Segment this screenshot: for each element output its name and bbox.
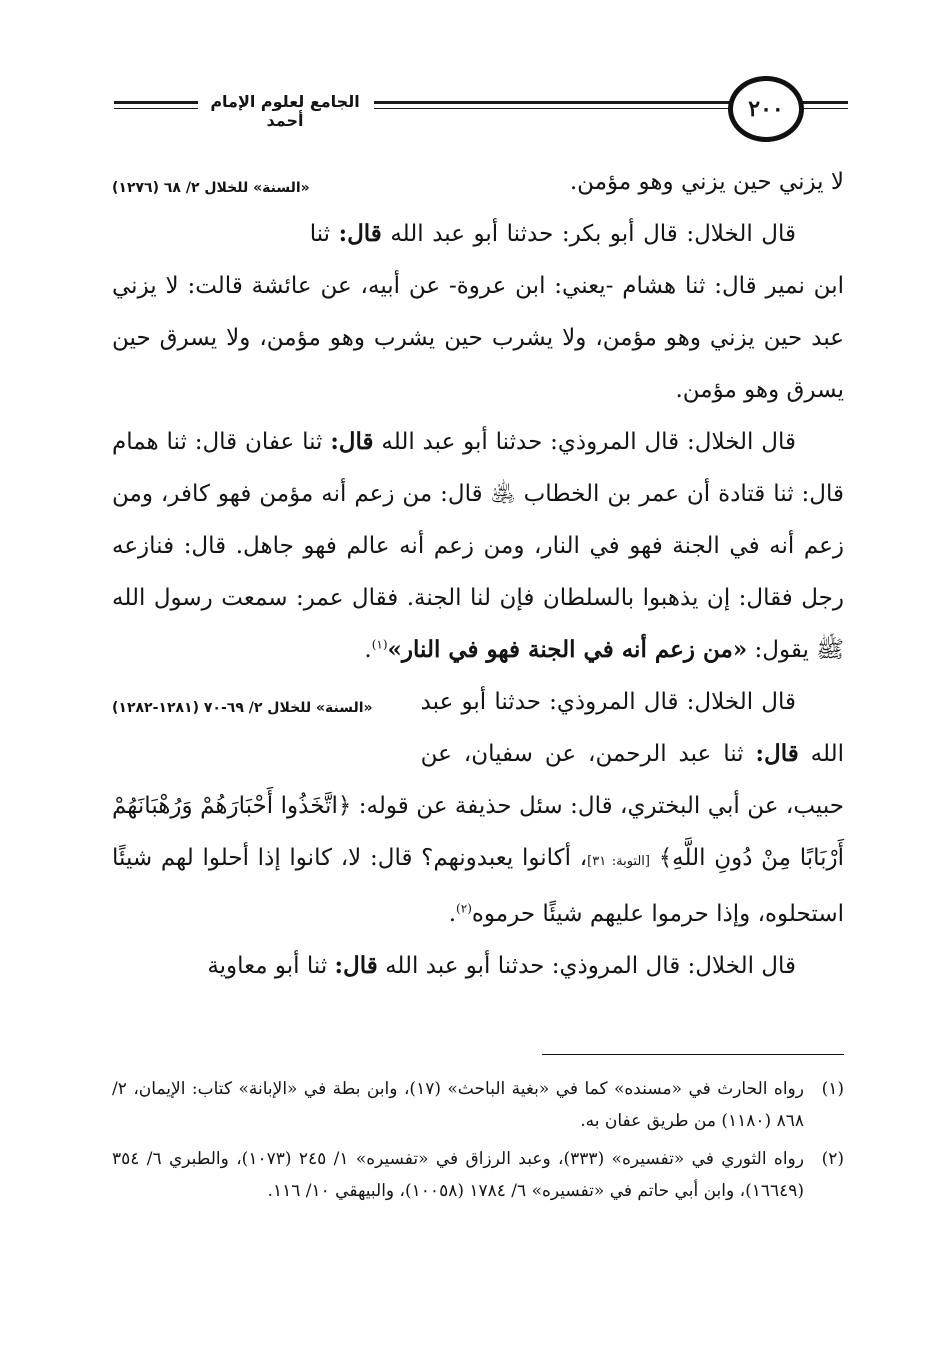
qal-keyword: قال:	[330, 428, 374, 455]
page-header	[0, 74, 943, 144]
body-text	[112, 156, 844, 992]
paragraph-4-text: قال الخلال: قال المروذي: حدثنا أبو عبد الله	[377, 953, 796, 979]
footnote-text: رواه الحارث في «مسنده» كما في «بغية الباحث» (١٧)، وابن بطة في «الإبانة» كتاب: الإيمان، ٢/ ٨٦٨ (١١٨٠) من طريق عفان به.	[112, 1079, 804, 1131]
paragraph-3-text-cont: ثنا عبد الرحمن، عن سفيان، عن حبيب، عن أبي البختري، قال: سئل حذيفة عن قوله:	[351, 741, 844, 819]
paragraph-1-text-cont: ثنا ابن نمير قال: ثنا هشام -يعني: ابن عروة- عن أبيه، عن عائشة قالت: لا يزني عبد حين يزني وهو مؤمن، ولا يشرب حين يشرب وهو مؤمن، ولا يسرق حين يسرق وهو مؤمن.	[112, 221, 844, 403]
footnote-number: (١)	[821, 1079, 844, 1099]
running-title: الجامع لعلوم الإمام أحمد	[198, 92, 372, 130]
paragraph-4-text-cont: ثنا أبو معاوية	[207, 953, 335, 979]
period: .	[448, 901, 457, 927]
page-number: ٢٠٠	[728, 76, 804, 142]
footnote-1	[112, 1073, 844, 1137]
period: .	[364, 637, 372, 663]
paragraph-2-text: قال الخلال: قال المروذي: حدثنا أبو عبد الله	[373, 429, 796, 455]
footnote-2	[112, 1143, 844, 1207]
header-rule-middle	[374, 101, 730, 104]
footnotes	[112, 1073, 844, 1213]
header-rule-left-thin	[114, 108, 198, 109]
quran-reference: [التوبة: ٣١]	[587, 854, 650, 869]
header-rule-right	[800, 101, 848, 104]
paragraph-2	[112, 416, 844, 716]
qal-keyword: قال:	[334, 952, 378, 979]
paragraph-3-text-end: ، أكانوا يعبدونهم؟ قال: لا، كانوا إذا أحلوا لهم شيئًا استحلوه، وإذا حرموا عليهم شيئًا حرموه	[112, 845, 844, 927]
header-rule-left	[114, 101, 198, 104]
footnote-separator	[542, 1054, 844, 1055]
footnote-text: رواه الثوري في «تفسيره» (٣٣٣)، وعبد الرزاق في «تفسيره» ١/ ٢٤٥ (١٠٧٣)، والطبري ٦/ ٣٥٤ (١٦٦٤٩)، وابن أبي حاتم في «تفسيره» ٦/ ١٧٨٤ (١٠٠٥٨)، والبيهقي ١٠/ ١١٦.	[112, 1149, 804, 1201]
paragraph-2-text-cont: ثنا عفان قال: ثنا همام قال: ثنا قتادة أن عمر بن الخطاب ﵁ قال: من زعم أنه مؤمن فهو كافر، ومن زعم أنه في الجنة فهو في النار، ومن زعم أنه عالم فهو جاهل. قال: فنازعه رجل فقال: إن يذهبوا بالسلطان فإن لنا الجنة. فقال عمر: سمعت رسول الله ﷺ يقول:	[112, 429, 844, 663]
footnote-ref-2[interactable]: (٢)	[456, 901, 472, 916]
source-citation-2: «السنة» للخلال ٢/ ٦٩-٧٠ (١٢٨١-١٢٨٢)	[112, 700, 373, 716]
paragraph-1-text: قال الخلال: قال أبو بكر: حدثنا أبو عبد الله	[381, 221, 796, 247]
paragraph-1	[112, 208, 844, 416]
footnote-ref-1[interactable]: (١)	[371, 637, 388, 652]
paragraph-4	[112, 940, 844, 992]
header-rule-middle-thin	[374, 108, 730, 109]
qal-keyword: قال:	[338, 220, 382, 247]
paragraph-0-text: لا يزني حين يزني وهو مؤمن.	[569, 169, 844, 195]
quran-verse: ﴿اتَّخَذُوا أَحْبَارَهُمْ وَرُهْبَانَهُمْ أَرْبَابًا مِنْ دُونِ اللَّهِ﴾	[112, 793, 845, 871]
qal-keyword: قال:	[755, 740, 799, 767]
source-citation-1: «السنة» للخلال ٢/ ٦٨ (١٢٧٦)	[112, 180, 310, 196]
paragraph-0	[112, 156, 844, 208]
footnote-number: (٢)	[821, 1149, 844, 1169]
paragraph-3-text: قال الخلال: قال المروذي: حدثنا أبو عبد الله	[420, 689, 845, 767]
hadith-quote: «من زعم أنه في الجنة فهو في النار»	[387, 636, 748, 663]
header-rule-right-thin	[800, 108, 848, 109]
